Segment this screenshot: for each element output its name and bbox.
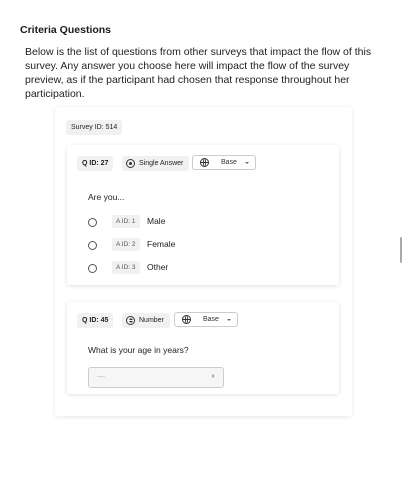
question-text: Are you... bbox=[88, 192, 125, 202]
question-type-label: Single Answer bbox=[139, 160, 184, 167]
question-card bbox=[67, 145, 339, 285]
question-card bbox=[67, 302, 339, 394]
answer-option[interactable] bbox=[88, 261, 288, 275]
number-input-placeholder: — bbox=[97, 372, 105, 381]
language-select-value: Base bbox=[203, 316, 219, 323]
language-select[interactable] bbox=[192, 155, 256, 170]
scrollbar[interactable] bbox=[400, 237, 402, 263]
question-type-badge bbox=[122, 156, 189, 171]
spinner-icon[interactable]: ♦ bbox=[211, 373, 215, 380]
globe-icon bbox=[182, 315, 191, 324]
chevron-down-icon bbox=[227, 319, 231, 321]
answer-label: Male bbox=[147, 216, 166, 226]
answer-radio[interactable] bbox=[88, 264, 97, 273]
radio-icon bbox=[126, 159, 135, 168]
answer-id-badge: A ID: 1 bbox=[112, 215, 140, 228]
answer-option[interactable] bbox=[88, 238, 288, 252]
answer-label: Other bbox=[147, 262, 169, 272]
question-id-badge: Q ID: 45 bbox=[77, 313, 113, 328]
answer-radio[interactable] bbox=[88, 241, 97, 250]
question-text: What is your age in years? bbox=[88, 345, 189, 355]
answer-id-badge: A ID: 3 bbox=[112, 261, 140, 274]
language-select[interactable] bbox=[174, 312, 238, 327]
answer-label: Female bbox=[147, 239, 176, 249]
survey-id-badge: Survey ID: 514 bbox=[66, 120, 122, 135]
survey-card bbox=[55, 107, 352, 416]
page-title: Criteria Questions bbox=[20, 24, 112, 36]
number-input[interactable] bbox=[88, 367, 224, 388]
question-type-label: Number bbox=[139, 317, 164, 324]
answer-id-badge: A ID: 2 bbox=[112, 238, 140, 251]
number-icon bbox=[126, 316, 135, 325]
answer-option[interactable] bbox=[88, 215, 288, 229]
chevron-down-icon bbox=[245, 162, 249, 164]
globe-icon bbox=[200, 158, 209, 167]
question-id-badge: Q ID: 27 bbox=[77, 156, 113, 171]
language-select-value: Base bbox=[221, 159, 237, 166]
page-intro: Below is the list of questions from other surveys that impact the flow of this survey. Any answer you choose here will impact the flow of the survey preview, as if the participant had chosen that response throughout her participation. bbox=[25, 46, 372, 100]
answer-radio[interactable] bbox=[88, 218, 97, 227]
question-type-badge bbox=[122, 313, 170, 328]
